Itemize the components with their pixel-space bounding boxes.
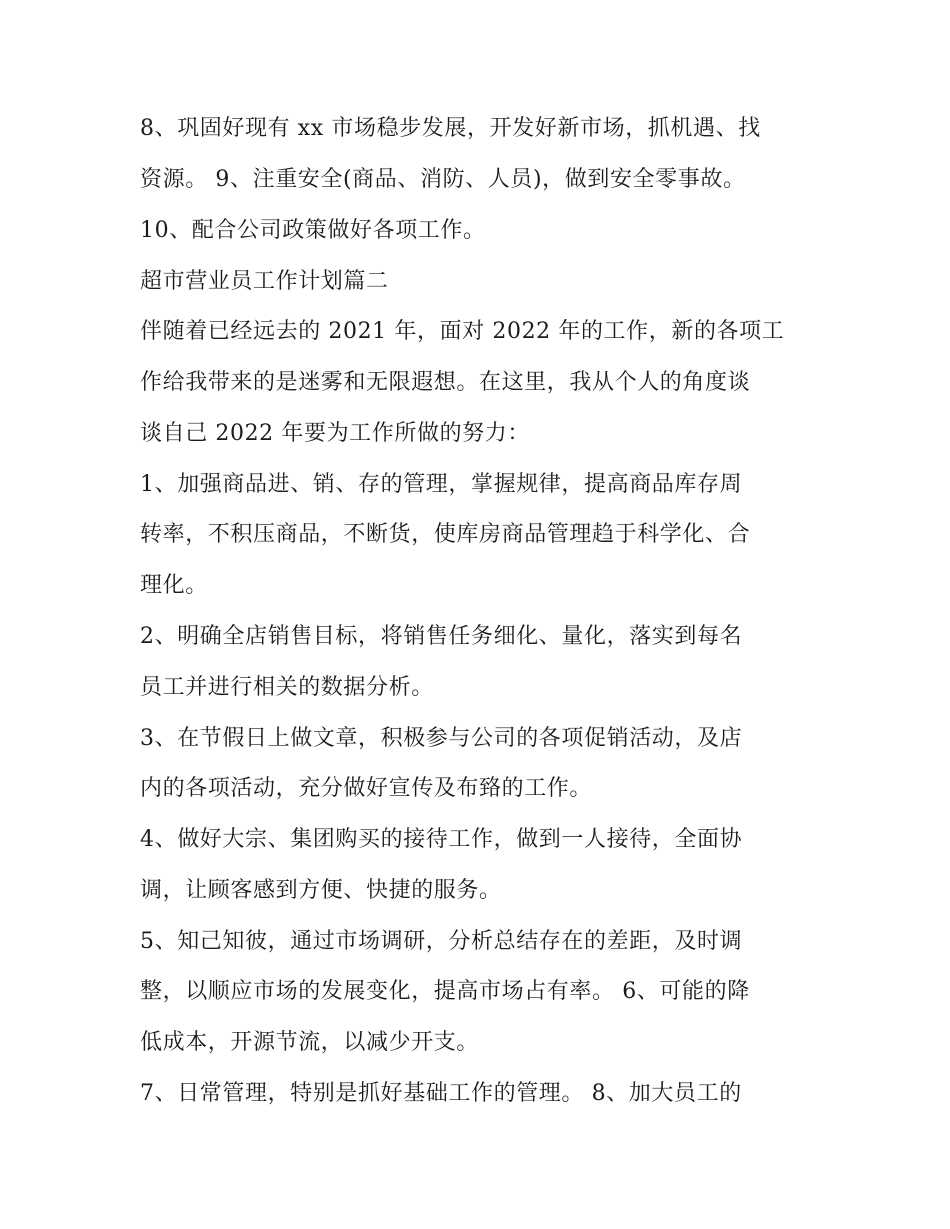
- text-line: 3、在节假日上做文章，积极参与公司的各项促销活动，及店: [140, 726, 743, 751]
- text-line: 2、明确全店销售目标，将销售任务细化、量化，落实到每名: [140, 624, 743, 649]
- text-line: 作给我带来的是迷雾和无限遐想。在这里，我从个人的角度谈: [140, 370, 751, 395]
- text-line: 1、加强商品进、销、存的管理，掌握规律，提高商品库存周: [140, 472, 743, 497]
- text-line: 员工并进行相关的数据分析。: [140, 675, 434, 700]
- text-line: 5、知己知彼，通过市场调研，分析总结存在的差距，及时调: [140, 929, 743, 954]
- text-line: 整，以顺应市场的发展变化，提高市场占有率。 6、可能的降: [140, 979, 750, 1004]
- text-line: 内的各项活动，充分做好宣传及布臵的工作。: [140, 776, 593, 801]
- text-line: 转率，不积压商品，不断货，使库房商品管理趋于科学化、合: [140, 522, 751, 547]
- text-line: 10、配合公司政策做好各项工作。: [140, 218, 486, 243]
- text-line: 理化。: [140, 573, 208, 598]
- text-line: 资源。 9、注重安全(商品、消防、人员)，做到安全零事故。: [140, 167, 746, 192]
- text-line: 7、日常管理，特别是抓好基础工作的管理。 8、加大员工的: [140, 1081, 742, 1106]
- section-heading: 超市营业员工作计划篇二: [140, 269, 389, 294]
- text-line: 低成本，开源节流，以减少开支。: [140, 1030, 480, 1055]
- text-line: 调，让顾客感到方便、快捷的服务。: [140, 878, 502, 903]
- text-line: 伴随着已经远去的 2021 年，面对 2022 年的工作，新的各项工: [140, 319, 785, 344]
- text-line: 4、做好大宗、集团购买的接待工作，做到一人接待，全面协: [140, 827, 743, 852]
- text-line: 8、巩固好现有 xx 市场稳步发展，开发好新市场，抓机遇、找: [140, 116, 761, 141]
- text-line: 谈自己 2022 年要为工作所做的努力：: [140, 421, 530, 446]
